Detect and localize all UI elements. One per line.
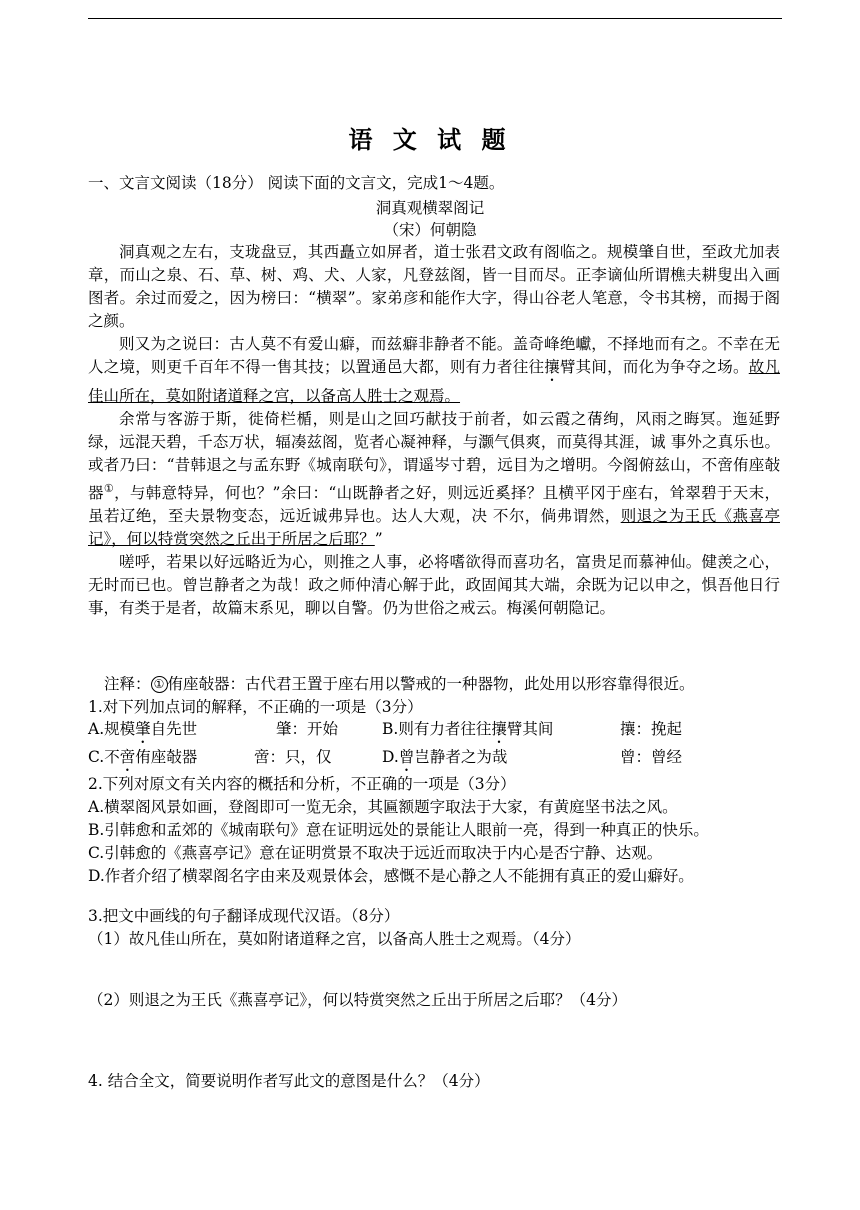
dotted-word: 攘: [491, 720, 507, 738]
article-author: （宋）何朝隐: [383, 221, 477, 239]
paragraph-2-text-a: 则又为之说曰：古人莫不有爱山癖，而兹癖非静者不能。盖奇峰绝巘，不择地而有之。不幸在无人之境，则更千百年不得一售其技；以置通邑大都，则有力者往往: [88, 335, 780, 376]
q2-option-c: C.引韩愈的《燕喜亭记》意在证明赏景不取决于远近而取决于内心是否宁静、达观。: [88, 844, 663, 862]
q3-stem: 3.把文中画线的句子翻译成现代汉语。（8分）: [88, 907, 400, 925]
dotted-word: 啻: [119, 748, 136, 766]
underlined-sentence-1: 故凡佳山所在，莫如附诸道释之宫，以备高人胜士之观焉。: [88, 358, 780, 405]
paragraph-2-text-b: 臂其间，而化为争夺之场。: [559, 358, 749, 376]
footnote-text: 侑座敧器：古代君王置于座右用以警戒的一种器物，此处用以形容靠得很近。: [167, 675, 695, 693]
q1-option-b-explanation: 攘：挽起: [620, 720, 683, 738]
dotted-word: 攘: [544, 358, 560, 376]
article-body: [88, 241, 780, 620]
q1-option-d-explanation: 曾：曾经: [620, 748, 683, 766]
q3-sentence-2: （2）则退之为王氏《燕喜亭记》，何以特赏突然之丘出于所居之后耶？（4分）: [88, 991, 627, 1009]
paragraph-3-text-b: ，与韩意特异，何也？”余曰：“山既静者之好，则远近奚择？且横平冈于座右，耸翠碧于天末，虽若辽绝，至夫景物变态，远近诚弗异也。达人大观，决 不尔，倘弗谓然，: [88, 484, 780, 526]
paragraph-3: [88, 408, 780, 551]
q1-row-cd: [88, 746, 780, 770]
header-rule: [88, 18, 782, 19]
footnote: [104, 673, 695, 695]
q1-option-b: B.则有力者往往攘臂其间: [382, 720, 554, 738]
paragraph-1-text: 洞真观之左右，支珑盘豆，其西矗立如屏者，道士张君文政有阁临之。规模肇自世，至政尤加表章，而山之泉、石、草、树、鸡、犬、人家，凡登兹阁，皆一目而尽。正李谪仙所谓樵夫耕叟出入画图者。余过而爱之，因为榜曰：“横翠”。家弟彦和能作大字，得山谷老人笔意，令书其榜，而揭于阁之颜。: [88, 243, 780, 330]
q1-option-a: A.规模肇自先世: [88, 720, 198, 738]
q1-option-c: C.不啻侑座敧器: [88, 748, 198, 766]
article-title: 洞真观横翠阁记: [375, 199, 485, 217]
dotted-word: 肇: [135, 720, 151, 738]
q3-sentence-1: （1）故凡佳山所在，莫如附诸道释之宫，以备高人胜士之观焉。（4分）: [88, 930, 581, 948]
page-title: 语 文 试 题: [348, 125, 512, 154]
q2-option-d: D.作者介绍了横翠阁名字由来及观景体会，感慨不是心静之人不能拥有真正的爱山癖好。: [88, 867, 694, 885]
q2-option-b: B.引韩愈和孟郊的《城南联句》意在证明远处的景能让人眼前一亮，得到一种真正的快乐。: [88, 821, 709, 839]
underlined-sentence-2: 则退之为王氏《燕喜亭记》，何以特赏突然之丘出于所居之后耶？: [88, 507, 780, 549]
paragraph-1: [88, 241, 780, 333]
q1-stem: 1.对下列加点词的解释，不正确的一项是（3分）: [88, 698, 423, 716]
q1-option-a-explanation: 肇：开始: [276, 720, 339, 738]
paragraph-4: [88, 551, 780, 620]
paragraph-4-text: 嗟呼，若果以好远略近为心，则推之人事，必将嗜欲得而喜功名，富贵足而慕神仙。健羡之心，无时而已也。曾岂静者之为哉！政之师仲清心解于此，政固闻其大端，余既为记以申之，惧吾他日行事，有类于是者，故篇末系见，聊以自警。仍为世俗之戒云。梅溪何朝隐记。: [88, 553, 780, 618]
q1-option-d: D.曾岂静者之为哉: [382, 748, 508, 766]
q1-option-c-explanation: 啻：只，仅: [254, 748, 332, 766]
q2-stem: 2.下列对原文有关内容的概括和分析，不正确的一项是（3分）: [88, 775, 516, 793]
paragraph-3-text-c: ”: [374, 530, 383, 549]
footnote-number: ①: [151, 676, 168, 693]
footnote-label: 注释：: [104, 675, 151, 693]
footnote-marker: ①: [103, 482, 115, 495]
paragraph-2: [88, 333, 780, 408]
section-heading: 一、文言文阅读（18分） 阅读下面的文言文，完成1～4题。: [88, 174, 505, 192]
paragraph-3-text-a: 余常与客游于斯，徙倚栏楯，则是山之回巧献技于前者，如云霞之蒨绚，风雨之晦冥。迤延野绿，远混天碧，千态万状，辐凑兹阁，览者心凝神释，与灏气俱爽，而莫得其涯，诚 事外之真乐也。或者乃曰：“昔韩退之与孟东野《城南联句》，谓遥岑寸碧，远目为之增明。今阁俯兹山，不啻侑座敧器: [88, 410, 780, 503]
q4-stem: 4. 结合全文，简要说明作者写此文的意图是什么？（4分）: [88, 1072, 490, 1090]
q1-row-ab: [88, 718, 780, 742]
dotted-word: 曾: [398, 748, 415, 766]
q2-option-a: A.横翠阁风景如画，登阁即可一览无余，其匾额题字取法于大家，有黄庭坚书法之风。: [88, 798, 678, 816]
